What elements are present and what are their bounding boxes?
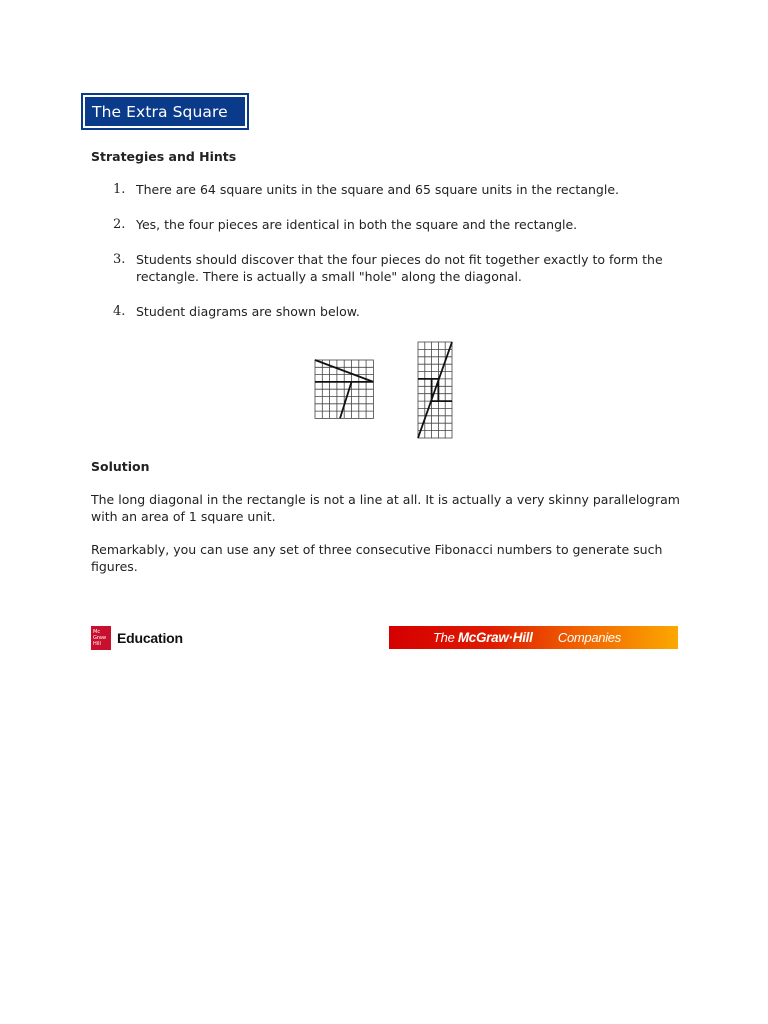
education-label: Education bbox=[117, 630, 183, 646]
list-item-number: 1. bbox=[113, 182, 126, 197]
strategies-heading: Strategies and Hints bbox=[91, 149, 237, 164]
list-item-text: There are 64 square units in the square and 65 square units in the rectangle. bbox=[136, 182, 619, 197]
solution-paragraph: Remarkably, you can use any set of three consecutive Fibonacci numbers to generate such figures. bbox=[91, 542, 663, 574]
list-item bbox=[91, 181, 681, 198]
list-item-number: 2. bbox=[113, 217, 126, 232]
solution-heading: Solution bbox=[91, 459, 150, 474]
list-item-text: Students should discover that the four pieces do not fit together exactly to form the rectangle. There is actually a small "hole" along the diagonal. bbox=[136, 252, 663, 284]
banner-text: The McGraw·Hill Companies bbox=[433, 630, 621, 645]
list-item-number: 3. bbox=[113, 252, 126, 267]
page-title-box bbox=[81, 93, 249, 130]
mcgraw-hill-education-logo bbox=[91, 626, 183, 650]
rectangle-diagram bbox=[416, 340, 456, 440]
list-item-text: Yes, the four pieces are identical in both the square and the rectangle. bbox=[136, 217, 578, 232]
list-item-text: Student diagrams are shown below. bbox=[136, 304, 360, 319]
list-item bbox=[91, 216, 681, 233]
page-title: The Extra Square bbox=[92, 102, 228, 121]
hints-list bbox=[91, 181, 681, 338]
solution-paragraph: The long diagonal in the rectangle is not a line at all. It is actually a very skinny parallelogram with an area of 1 square unit. bbox=[91, 492, 680, 524]
list-item bbox=[91, 303, 681, 320]
list-item bbox=[91, 251, 681, 285]
mcgraw-hill-companies-banner bbox=[389, 626, 678, 649]
list-item-number: 4. bbox=[113, 304, 126, 319]
mcgraw-hill-badge-icon: Mc Graw Hill bbox=[91, 626, 111, 650]
square-diagram bbox=[313, 358, 377, 422]
